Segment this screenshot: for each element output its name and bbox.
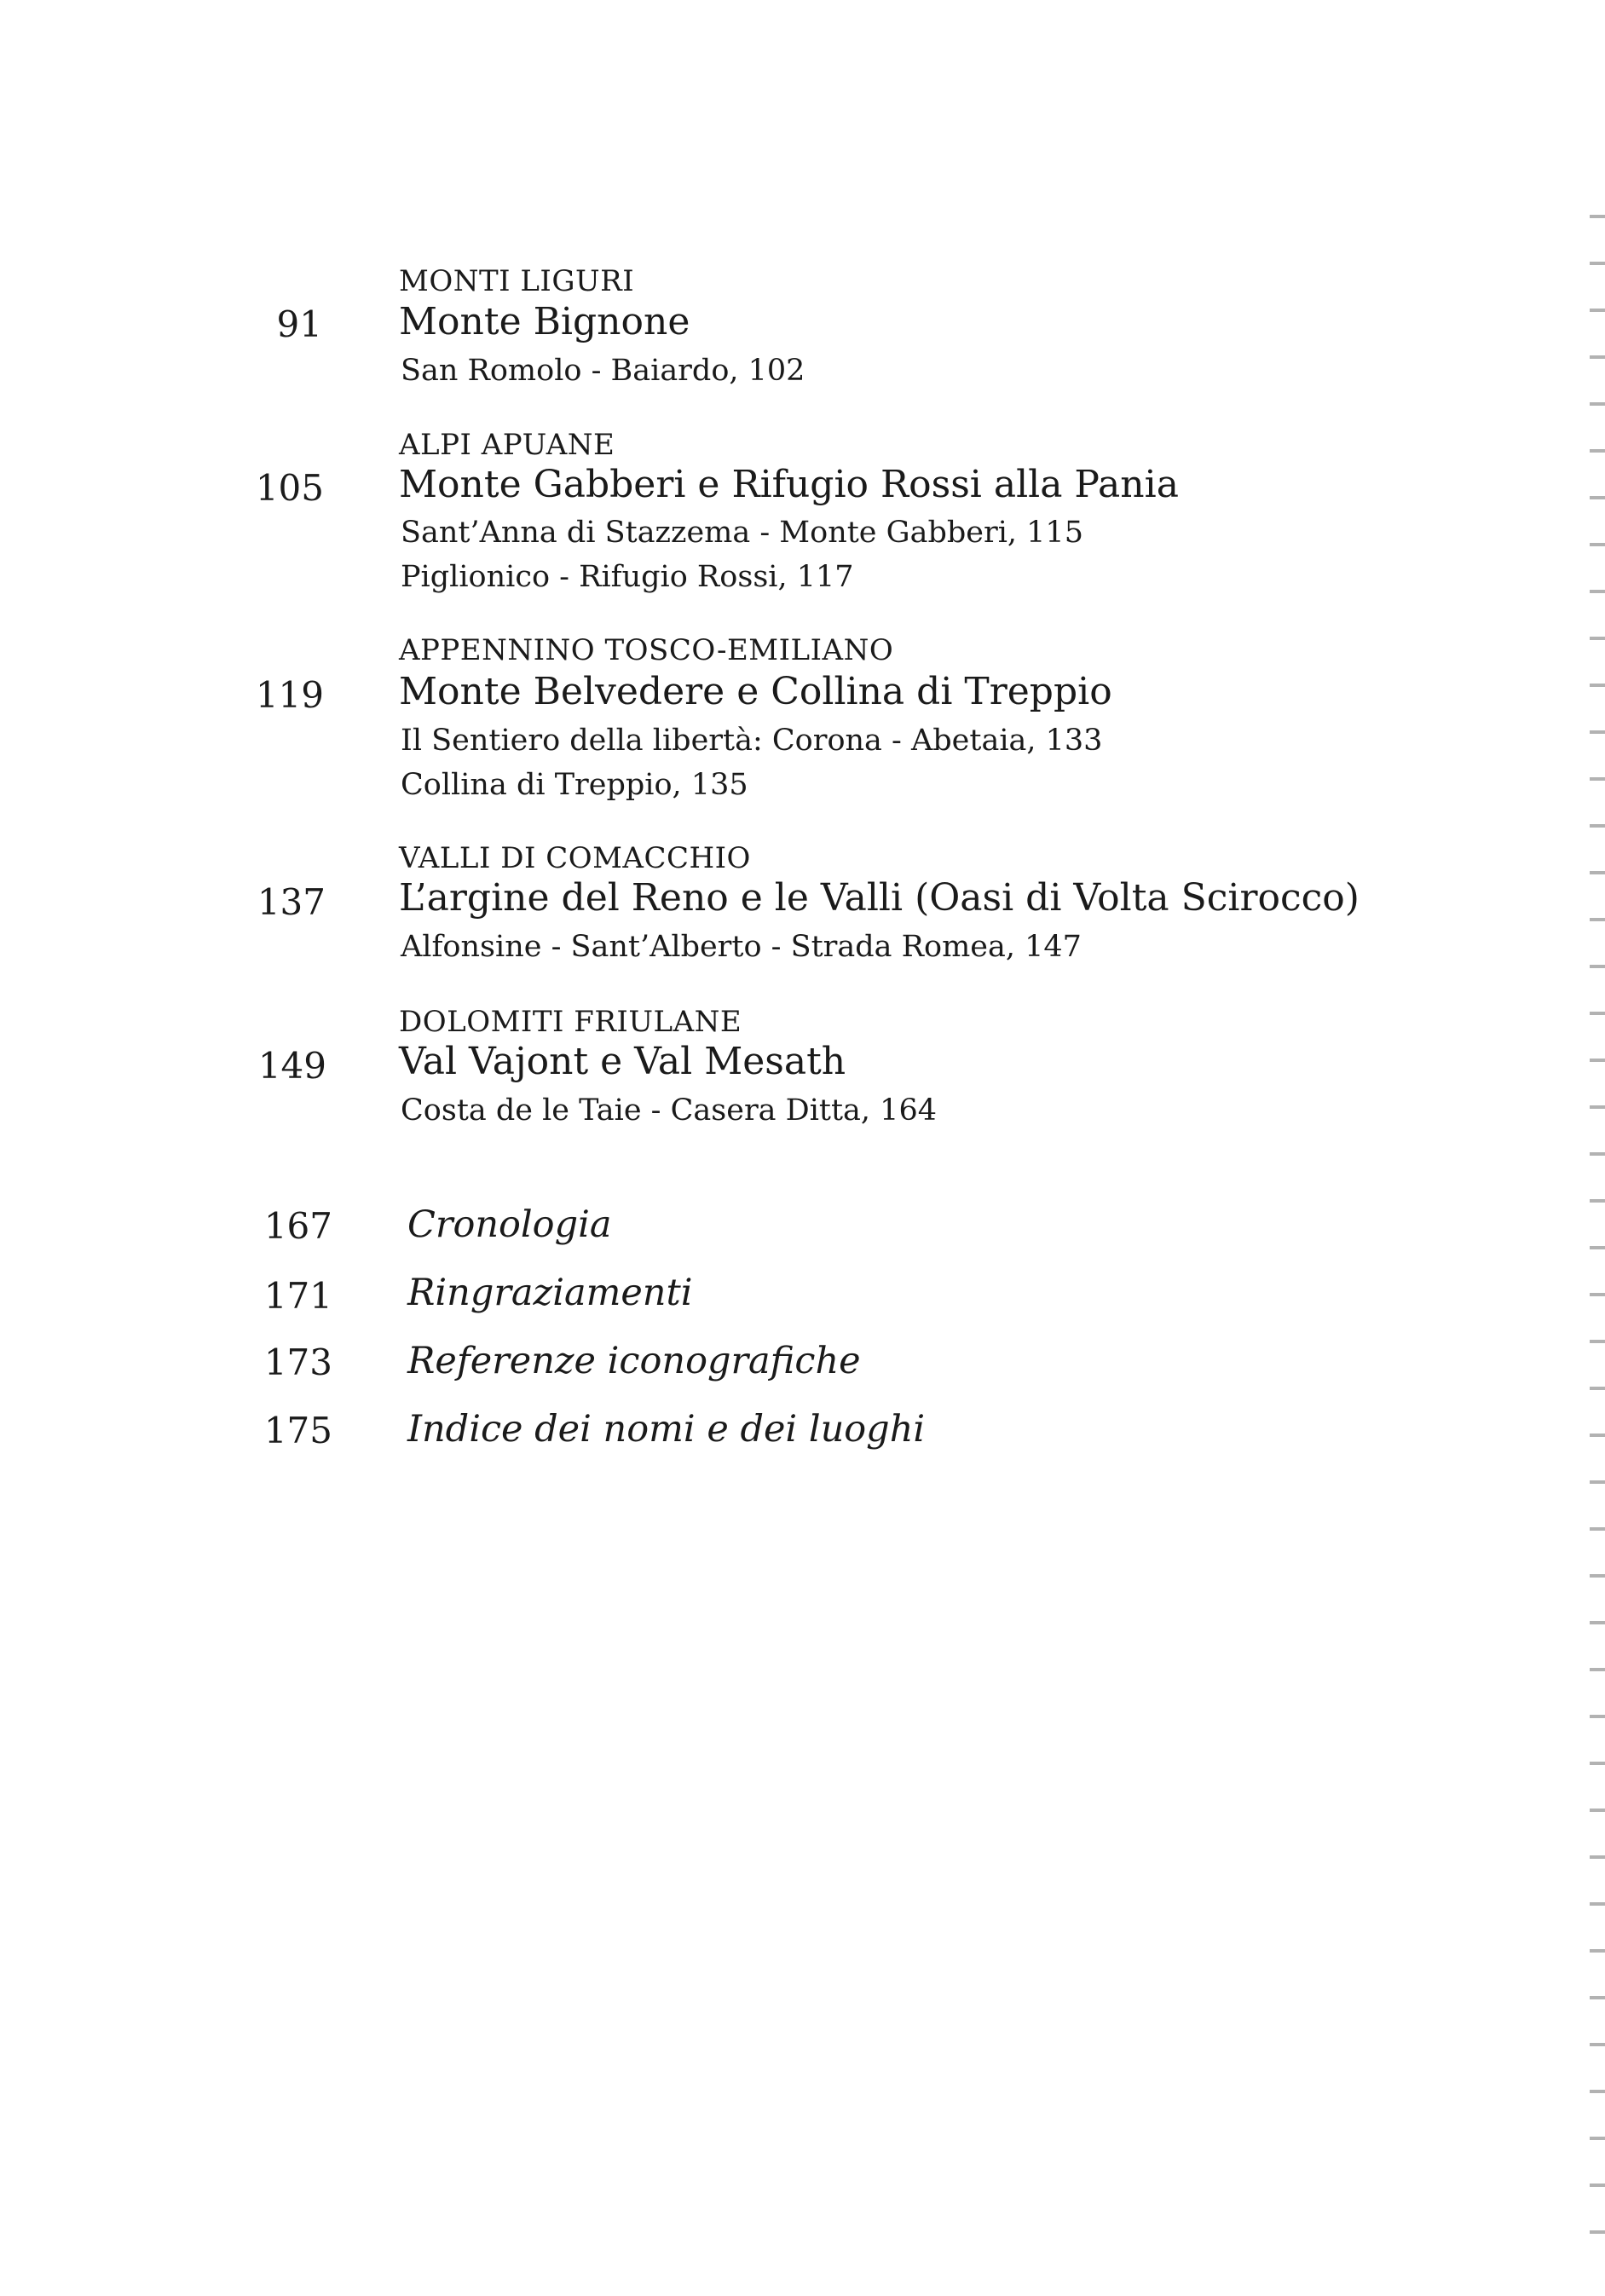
page-number: 105 bbox=[255, 467, 324, 509]
section-heading: ALPI APUANE bbox=[399, 428, 615, 462]
page-number: 175 bbox=[263, 1410, 332, 1451]
page-number: 119 bbox=[255, 674, 324, 716]
entry-title: L’argine del Reno e le Valli (Oasi di Volta Scirocco) bbox=[399, 876, 1360, 920]
section-heading: VALLI DI COMACCHIO bbox=[399, 841, 751, 875]
section-heading: MONTI LIGURI bbox=[399, 264, 635, 298]
page-number: 137 bbox=[257, 881, 326, 923]
entry-title: Val Vajont e Val Mesath bbox=[399, 1040, 846, 1083]
page-number: 91 bbox=[276, 303, 322, 345]
entry-title: Monte Bignone bbox=[399, 300, 690, 343]
entry-title: Monte Belvedere e Collina di Treppio bbox=[399, 670, 1112, 713]
page-number: 167 bbox=[263, 1205, 332, 1247]
back-matter-title: Indice dei nomi e dei luoghi bbox=[407, 1408, 926, 1451]
scanned-page-edge bbox=[1590, 196, 1605, 2241]
subentry: Il Sentiero della libertà: Corona - Abetaia, 133 bbox=[401, 724, 1103, 758]
subentry: San Romolo - Baiardo, 102 bbox=[401, 354, 805, 388]
subentry: Piglionico - Rifugio Rossi, 117 bbox=[401, 560, 854, 594]
page-number: 173 bbox=[263, 1341, 332, 1383]
back-matter-title: Ringraziamenti bbox=[407, 1272, 693, 1314]
back-matter-title: Referenze iconografiche bbox=[407, 1340, 861, 1382]
section-heading: DOLOMITI FRIULANE bbox=[399, 1005, 742, 1039]
section-heading: APPENNINO TOSCO-EMILIANO bbox=[399, 633, 894, 667]
page-number: 171 bbox=[263, 1275, 332, 1317]
back-matter-title: Cronologia bbox=[407, 1203, 612, 1246]
subentry: Collina di Treppio, 135 bbox=[401, 768, 748, 802]
entry-title: Monte Gabberi e Rifugio Rossi alla Pania bbox=[399, 463, 1179, 506]
subentry: Sant’Anna di Stazzema - Monte Gabberi, 115 bbox=[401, 516, 1083, 550]
page-number: 149 bbox=[257, 1045, 326, 1087]
subentry: Costa de le Taie - Casera Ditta, 164 bbox=[401, 1093, 937, 1128]
subentry: Alfonsine - Sant’Alberto - Strada Romea, 147 bbox=[401, 930, 1082, 964]
